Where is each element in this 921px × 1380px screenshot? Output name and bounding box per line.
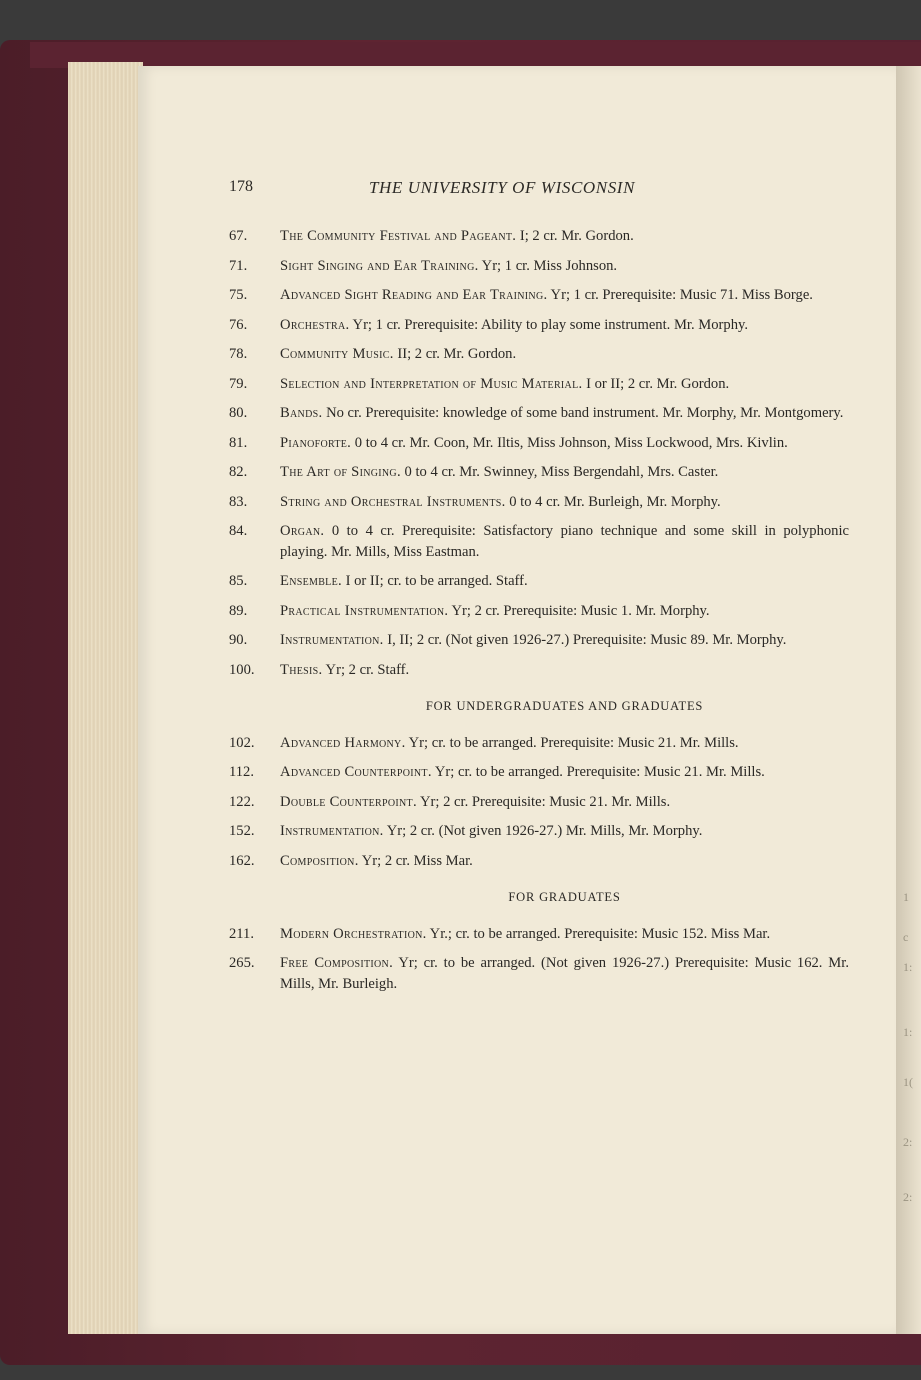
course-number: 84. <box>229 523 248 539</box>
course-title: The Art of Singing. <box>280 464 401 480</box>
course-number: 81. <box>229 434 248 451</box>
course-title: The Community Festival and Pageant. <box>280 228 517 244</box>
course-entry <box>229 521 849 562</box>
course-details: 0 to 4 cr. Mr. Burleigh, Mr. Morphy. <box>505 493 721 510</box>
margin-mark: 1( <box>903 1075 913 1089</box>
course-description <box>280 521 849 562</box>
course-details: Yr; cr. to be arranged. Prerequisite: Music 21. Mr. Mills. <box>405 734 739 751</box>
course-details: Yr; 2 cr. (Not given 1926-27.) Mr. Mills, Mr. Morphy. <box>383 823 703 839</box>
course-number: 76. <box>229 316 248 333</box>
course-description <box>280 660 849 681</box>
course-title: Free Composition. <box>280 955 394 971</box>
course-number: 83. <box>229 493 248 510</box>
course-number: 67. <box>229 228 248 244</box>
course-details: I or II; cr. to be arranged. Staff. <box>341 573 528 589</box>
course-number: 78. <box>229 346 248 362</box>
course-entry <box>229 792 849 813</box>
course-description <box>280 792 849 813</box>
course-entry <box>229 433 849 454</box>
course-number: 85. <box>229 573 248 589</box>
course-title: Double Counterpoint. <box>280 793 417 810</box>
margin-mark: 1: <box>903 960 913 974</box>
course-number: 90. <box>229 632 248 648</box>
course-number: 211. <box>229 925 254 942</box>
course-title: Sight Singing and Ear Training. <box>280 257 479 274</box>
course-description <box>280 403 849 424</box>
course-title: Advanced Sight Reading and Ear Training. <box>280 287 548 303</box>
course-description <box>280 256 849 277</box>
margin-mark: 1 <box>903 890 909 904</box>
course-title: String and Orchestral Instruments. <box>280 493 506 510</box>
course-number: 152. <box>229 823 255 839</box>
margin-mark: c <box>903 930 909 944</box>
course-description <box>280 315 849 336</box>
course-title: Advanced Harmony. <box>280 734 406 751</box>
course-listing <box>229 226 849 1003</box>
course-title: Community Music. <box>280 346 394 362</box>
course-description <box>280 492 849 513</box>
course-details: I or II; 2 cr. Mr. Gordon. <box>582 375 730 392</box>
course-entry <box>229 733 849 754</box>
course-number: 162. <box>229 852 255 869</box>
course-entry <box>229 660 849 681</box>
course-title: Organ. <box>280 523 325 539</box>
course-number: 79. <box>229 375 248 392</box>
course-entry <box>229 462 849 483</box>
course-description <box>280 851 849 872</box>
course-entry <box>229 851 849 872</box>
course-title: Composition. <box>280 852 359 869</box>
course-title: Instrumentation. <box>280 632 384 648</box>
course-entry <box>229 630 849 651</box>
course-number: 80. <box>229 405 248 421</box>
course-entry <box>229 601 849 622</box>
course-title: Advanced Counterpoint. <box>280 764 432 780</box>
course-description <box>280 762 849 783</box>
course-entry <box>229 285 849 306</box>
course-list-group-b <box>229 733 849 872</box>
course-details: Yr; 2 cr. Prerequisite: Music 21. Mr. Mills. <box>416 793 671 810</box>
course-details: II; 2 cr. Mr. Gordon. <box>393 346 517 362</box>
course-title: Bands. <box>280 405 323 421</box>
page-number: 178 <box>229 178 253 195</box>
course-description <box>280 821 849 842</box>
course-description <box>280 630 849 651</box>
margin-mark: 1: <box>903 1025 913 1039</box>
running-title: THE UNIVERSITY OF WISCONSIN <box>369 178 636 197</box>
margin-mark: 2: <box>903 1190 913 1204</box>
course-details: 0 to 4 cr. Mr. Coon, Mr. Iltis, Miss Johnson, Miss Lockwood, Mrs. Kivlin. <box>351 434 788 451</box>
course-description <box>280 433 849 454</box>
course-description <box>280 601 849 622</box>
course-details: Yr; cr. to be arranged. (Not given 1926-27.) Prerequisite: Music 162. Mr. Mills, Mr. Burleigh. <box>280 955 849 992</box>
course-details: 0 to 4 cr. Mr. Swinney, Miss Bergendahl, Mrs. Caster. <box>400 464 719 480</box>
course-entry <box>229 924 849 945</box>
course-entry <box>229 226 849 247</box>
course-number: 75. <box>229 287 248 303</box>
course-entry <box>229 492 849 513</box>
course-entry <box>229 374 849 395</box>
course-entry <box>229 821 849 842</box>
course-title: Ensemble. <box>280 573 342 589</box>
course-details: Yr; cr. to be arranged. Prerequisite: Music 21. Mr. Mills. <box>431 764 765 780</box>
course-details: I; 2 cr. Mr. Gordon. <box>516 228 634 244</box>
course-details: Yr; 1 cr. Prerequisite: Ability to play some instrument. Mr. Morphy. <box>349 316 749 333</box>
course-details: 0 to 4 cr. Prerequisite: Satisfactory piano technique and some skill in polyphonic playing. Mr. Mills, Miss Eastman. <box>280 523 849 560</box>
margin-mark: 2: <box>903 1135 913 1149</box>
course-list-group-a <box>229 226 849 680</box>
course-details: Yr; 2 cr. Staff. <box>322 661 410 678</box>
course-details: Yr; 1 cr. Prerequisite: Music 71. Miss Borge. <box>547 287 813 303</box>
course-description <box>280 374 849 395</box>
course-number: 71. <box>229 257 248 274</box>
course-number: 265. <box>229 955 255 971</box>
course-number: 89. <box>229 602 248 619</box>
course-entry <box>229 256 849 277</box>
book-cover-top-edge <box>30 42 921 68</box>
course-title: Instrumentation. <box>280 823 384 839</box>
course-number: 100. <box>229 661 255 678</box>
course-description <box>280 344 849 365</box>
course-entry <box>229 762 849 783</box>
course-entry <box>229 315 849 336</box>
section-heading-undergrad-grad: FOR UNDERGRADUATES AND GRADUATES <box>425 699 704 713</box>
course-description <box>280 953 849 994</box>
course-details: No cr. Prerequisite: knowledge of some band instrument. Mr. Morphy, Mr. Montgomery. <box>322 405 844 421</box>
course-description <box>280 462 849 483</box>
course-entry <box>229 403 849 424</box>
course-entry <box>229 344 849 365</box>
course-entry <box>229 953 849 994</box>
course-number: 102. <box>229 734 255 751</box>
course-entry <box>229 571 849 592</box>
course-title: Thesis. <box>280 661 323 678</box>
course-details: Yr; 2 cr. Prerequisite: Music 1. Mr. Morphy. <box>448 602 710 619</box>
course-description <box>280 571 849 592</box>
course-number: 122. <box>229 793 255 810</box>
course-title: Pianoforte. <box>280 434 352 451</box>
page-stack-edge <box>68 62 143 1334</box>
course-details: Yr; 2 cr. Miss Mar. <box>358 852 473 869</box>
course-title: Orchestra. <box>280 316 350 333</box>
section-heading-graduates: FOR GRADUATES <box>508 890 621 904</box>
course-number: 82. <box>229 464 248 480</box>
course-number: 112. <box>229 764 254 780</box>
page-header <box>229 178 849 200</box>
course-list-group-c <box>229 924 849 995</box>
course-title: Selection and Interpretation of Music Material. <box>280 375 583 392</box>
course-details: Yr; 1 cr. Miss Johnson. <box>478 257 618 274</box>
course-description <box>280 733 849 754</box>
course-title: Modern Orchestration. <box>280 925 427 942</box>
course-description <box>280 924 849 945</box>
course-description <box>280 226 849 247</box>
course-details: I, II; 2 cr. (Not given 1926-27.) Prerequisite: Music 89. Mr. Morphy. <box>383 632 787 648</box>
course-description <box>280 285 849 306</box>
course-title: Practical Instrumentation. <box>280 602 449 619</box>
course-details: Yr.; cr. to be arranged. Prerequisite: Music 152. Miss Mar. <box>426 925 771 942</box>
